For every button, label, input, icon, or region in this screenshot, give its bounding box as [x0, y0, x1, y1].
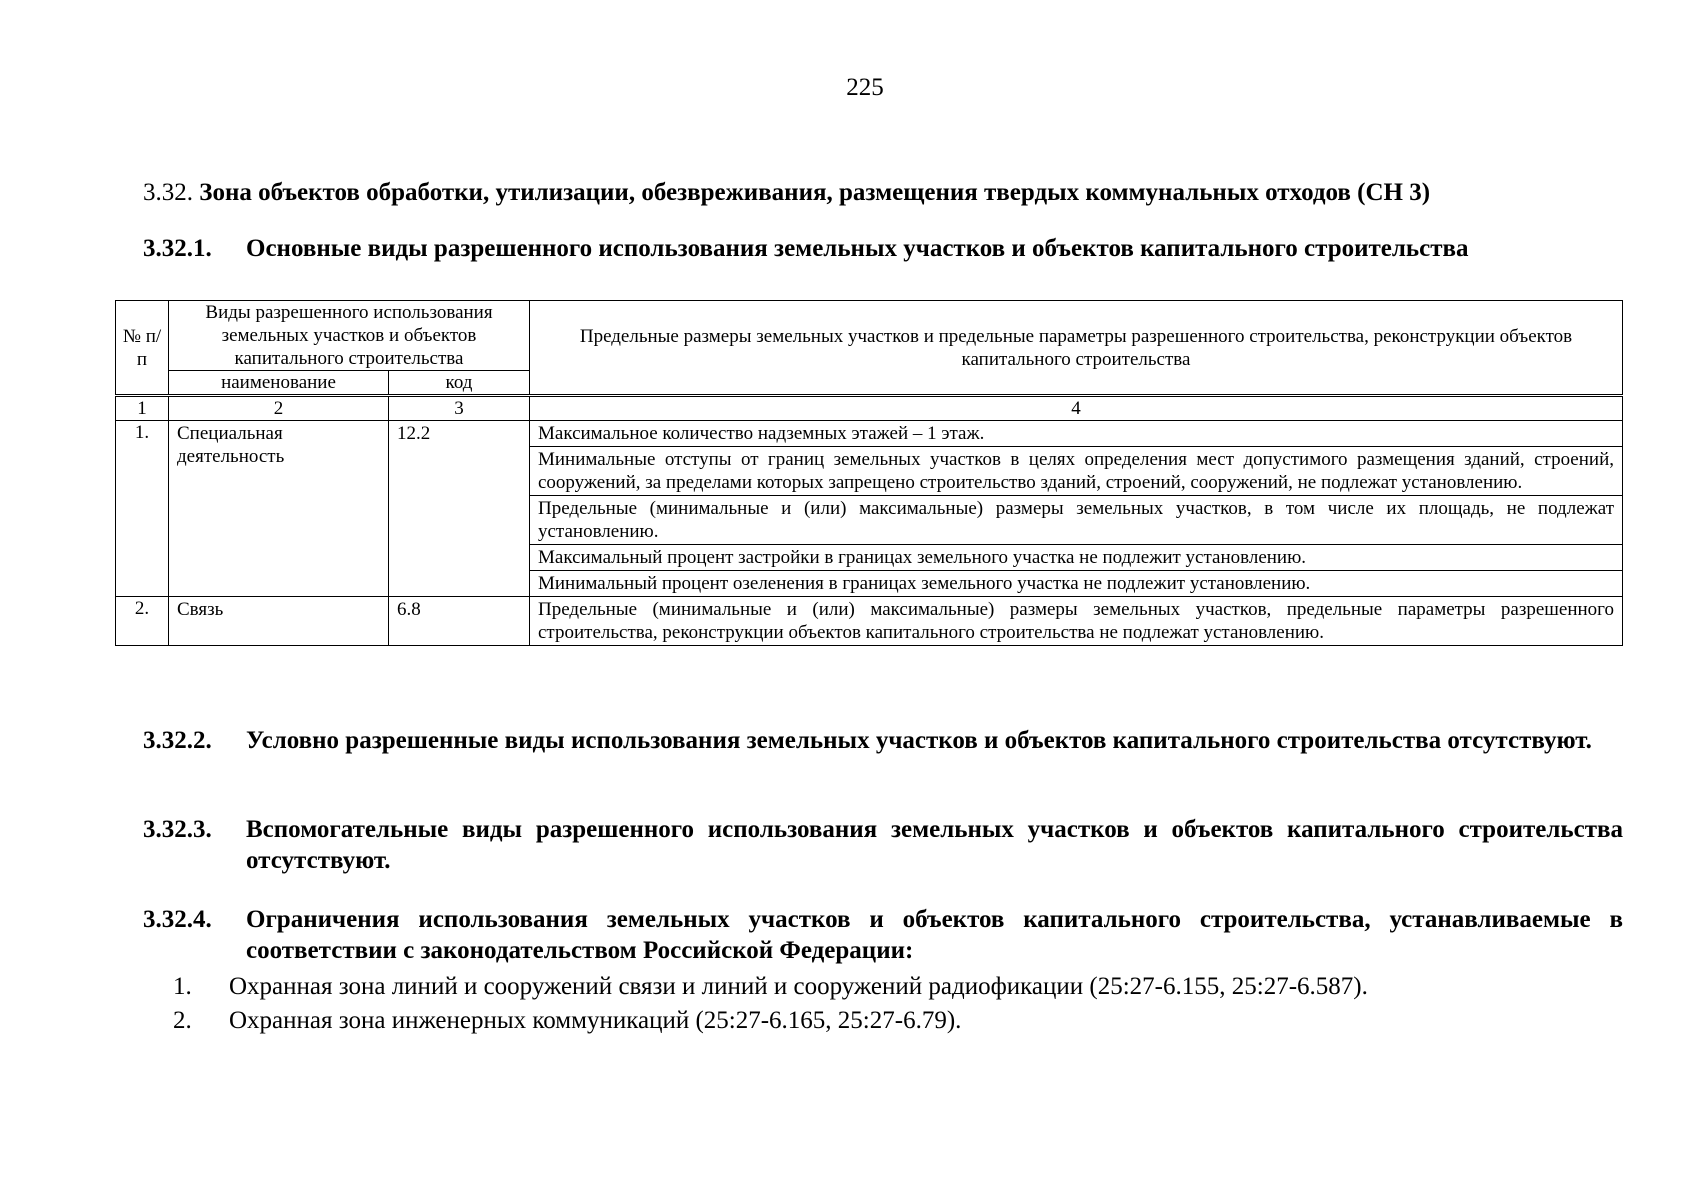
section-3-32-3: [143, 814, 1623, 876]
header-types: Виды разрешенного использования земельных участков и объектов капитального строительства: [169, 301, 530, 371]
column-numbers-row: [116, 396, 1623, 421]
section-number: 3.32.3.: [143, 816, 212, 843]
col-number: 2: [169, 396, 389, 421]
section-3-32-4: [143, 904, 1623, 966]
row-param: Предельные (минимальные и (или) максимальные) размеры земельных участков, в том числе их площадь, не подлежат установлению.: [530, 496, 1623, 545]
list-item-number: 2.: [173, 1007, 192, 1034]
header-name: наименование: [169, 371, 389, 396]
col-number: 3: [389, 396, 530, 421]
col-number: 4: [530, 396, 1623, 421]
row-param: Минимальный процент озеленения в границах земельного участка не подлежит установлению.: [530, 571, 1623, 597]
table-header-row: [116, 301, 1623, 371]
restrictions-list: [173, 970, 1368, 1038]
section-title: Ограничения использования земельных участков и объектов капитального строительства, устанавливаемые в соответствии с законодательством Российской Федерации:: [246, 906, 1623, 964]
permitted-use-table: [115, 300, 1623, 646]
row-param: Минимальные отступы от границ земельных участков в целях определения мест допустимого размещения зданий, строений, сооружений, за пределами которых запрещено строительство зданий, строений, сооружений, не подлежат установлению.: [530, 447, 1623, 496]
row-num: 1.: [116, 421, 169, 597]
list-item: [173, 1004, 1368, 1038]
list-item-text: Охранная зона линий и сооружений связи и линий и сооружений радиофикации (25:27-6.155, 25:27-6.587).: [229, 973, 1368, 1000]
row-param: Максимальный процент застройки в границах земельного участка не подлежит установлению.: [530, 545, 1623, 571]
list-item: [173, 970, 1368, 1004]
section-number: 3.32.2.: [143, 727, 212, 754]
table-row: [116, 421, 1623, 447]
section-title: Вспомогательные виды разрешенного использования земельных участков и объектов капитального строительства отсутствуют.: [246, 816, 1623, 874]
section-number: 3.32.4.: [143, 906, 212, 933]
row-code: 6.8: [389, 597, 530, 646]
page-number: 225: [846, 74, 884, 101]
header-num: № п/п: [116, 301, 169, 396]
zone-title: [143, 179, 1623, 207]
section-number: 3.32.1.: [143, 235, 212, 262]
zone-number: 3.32.: [143, 179, 193, 206]
zone-title-text: Зона объектов обработки, утилизации, обезвреживания, размещения твердых коммунальных отходов (СН 3): [199, 179, 1431, 206]
list-item-number: 1.: [173, 973, 192, 1000]
col-number: 1: [116, 396, 169, 421]
section-3-32-1: [143, 233, 1623, 264]
list-item-text: Охранная зона инженерных коммуникаций (25:27-6.165, 25:27-6.79).: [229, 1007, 962, 1034]
row-name: Связь: [169, 597, 389, 646]
header-limits: Предельные размеры земельных участков и предельные параметры разрешенного строительства, реконструкции объектов капитального строительства: [530, 301, 1623, 396]
header-code: код: [389, 371, 530, 396]
section-title: Условно разрешенные виды использования земельных участков и объектов капитального строительства отсутствуют.: [246, 727, 1592, 754]
row-num: 2.: [116, 597, 169, 646]
row-name: Специальная деятельность: [169, 421, 389, 597]
row-code: 12.2: [389, 421, 530, 597]
section-title: Основные виды разрешенного использования земельных участков и объектов капитального строительства: [246, 235, 1469, 262]
row-param: Максимальное количество надземных этажей – 1 этаж.: [530, 421, 1623, 447]
row-param: Предельные (минимальные и (или) максимальные) размеры земельных участков, предельные параметры разрешенного строительства, реконструкции объектов капитального строительства не подлежат установлению.: [530, 597, 1623, 646]
section-3-32-2: [143, 725, 1623, 756]
table-row: [116, 597, 1623, 646]
